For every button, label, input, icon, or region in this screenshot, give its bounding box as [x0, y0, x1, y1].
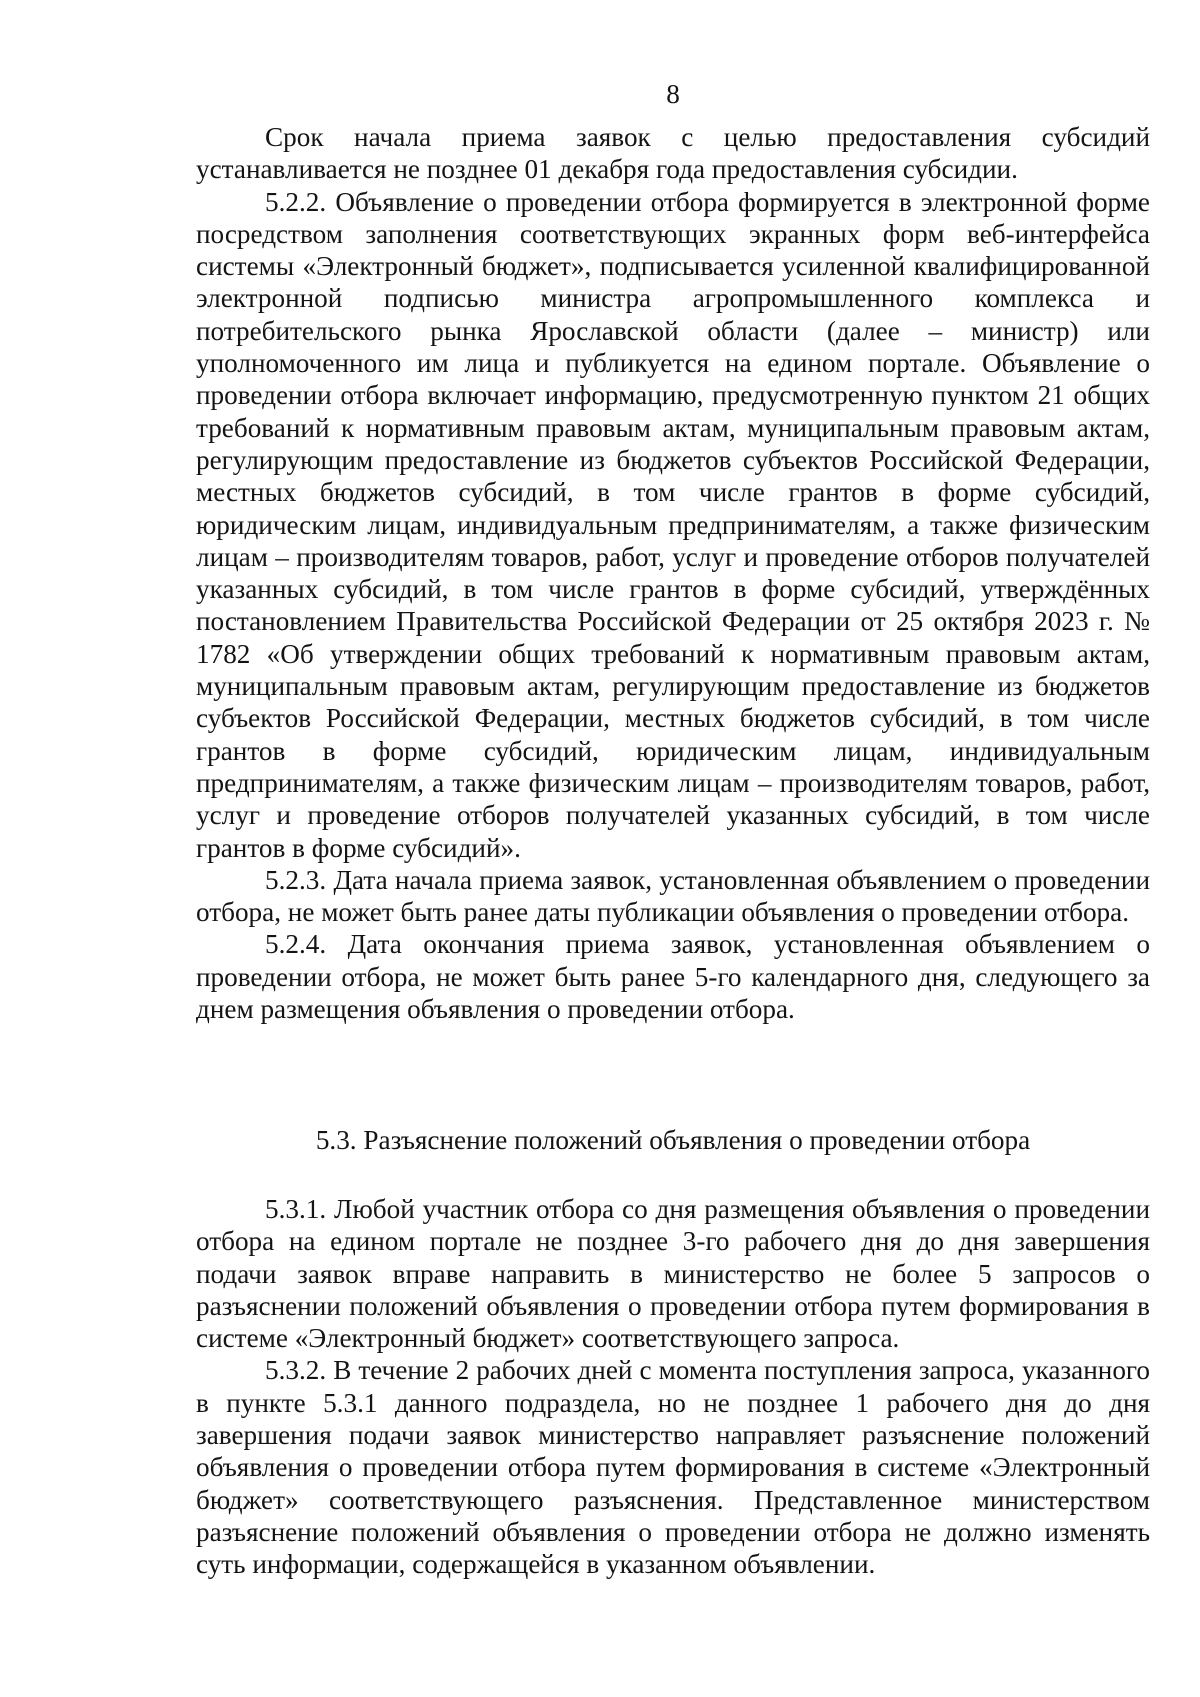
paragraph-5-2-3: 5.2.3. Дата начала приема заявок, установленная объявлением о проведении отбора, не может быть ранее даты публикации объявления о проведении отбора.	[196, 864, 1150, 928]
paragraph-application-start: Срок начала приема заявок с целью предоставления субсидий устанавливается не позднее 01 декабря года предоставления субсидии.	[196, 122, 1150, 185]
paragraph-5-2-2: 5.2.2. Объявление о проведении отбора формируется в электронной форме посредством заполнения соответствующих экранных форм веб-интерфейса системы «Электронный бюджет», подписывается усиленной квалифицированной электронной подписью министра агропромышленного комплекса и потребительского рынка Ярославской области (далее – министр) или уполномоченного им лица и публикуется на едином портале. Объявление о проведении отбора включает информацию, предусмотренную пунктом 21 общих требований к нормативным правовым актам, муниципальным правовым актам, регулирующим предоставление из бюджетов субъектов Российской Федерации, местных бюджетов субсидий, в том числе грантов в форме субсидий, юридическим лицам, индивидуальным предпринимателям, а также физическим лицам – производителям товаров, работ, услуг и проведение отборов получателей указанных субсидий, в том числе грантов в форме субсидий, утверждённых постановлением Правительства Российской Федерации от 25 октября 2023 г. № 1782 «Об утверждении общих требований к нормативным правовым актам, муниципальным правовым актам, регулирующим предоставление из бюджетов субъектов Российской Федерации, местных бюджетов субсидий, в том числе грантов в форме субсидий, юридическим лицам, индивидуальным предпринимателям, а также физическим лицам – производителям товаров, работ, услуг и проведение отборов получателей указанных субсидий, в том числе грантов в форме субсидий».	[196, 186, 1150, 863]
section-5-3-body	[196, 1193, 1150, 1581]
section-5-2-body	[196, 121, 1150, 1025]
paragraph-5-3-2: 5.3.2. В течение 2 рабочих дней с момента поступления запроса, указанного в пункте 5.3.1 данного подраздела, но не позднее 1 рабочего дня до дня завершения подачи заявок министерство направляет разъяснение положений объявления о проведении отбора путем формирования в системе «Электронный бюджет» соответствующего разъяснения. Представленное министерством разъяснение положений объявления о проведении отбора не должно изменять суть информации, содержащейся в указанном объявлении.	[196, 1355, 1150, 1580]
page-number: 8	[666, 79, 680, 109]
section-5-3-heading: 5.3. Разъяснение положений объявления о проведении отбора	[315, 1125, 1031, 1155]
paragraph-5-2-4: 5.2.4. Дата окончания приема заявок, установленная объявлением о проведении отбора, не может быть ранее 5-го календарного дня, следующего за днем размещения объявления о проведении отбора.	[196, 929, 1150, 1025]
paragraph-5-3-1: 5.3.1. Любой участник отбора со дня размещения объявления о проведении отбора на едином портале не позднее 3-го рабочего дня до дня завершения подачи заявок вправе направить в министерство не более 5 запросов о разъяснении положений объявления о проведении отбора путем формирования в системе «Электронный бюджет» соответствующего запроса.	[196, 1194, 1150, 1354]
